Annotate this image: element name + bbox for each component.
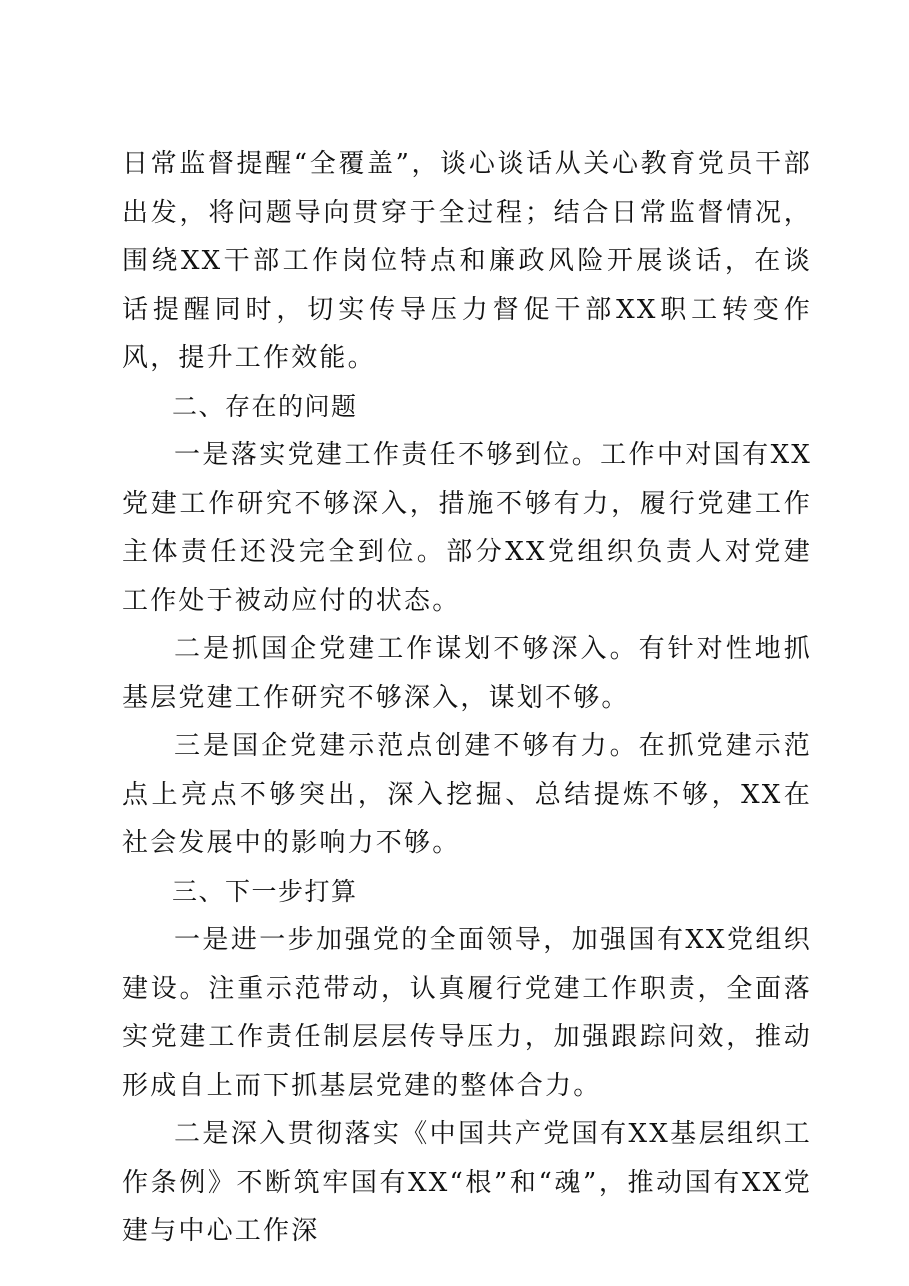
section-heading-next-steps: 三、下一步打算 xyxy=(172,876,358,906)
paragraph-problem-1: 一是落实党建工作责任不够到位。工作中对国有XX党建工作研究不够深入，措施不够有力，履行党建工作主体责任还没完全到位。部分XX党组织负责人对党建工作处于被动应付的状态。 xyxy=(122,440,812,616)
paragraph-supervision: 日常监督提醒“全覆盖”，谈心谈话从关心教育党员干部出发，将问题导向贯穿于全过程；结合日常监督情况，围绕XX干部工作岗位特点和廉政风险开展谈话，在谈话提醒同时，切实传导压力督促干部XX职工转变作风，提升工作效能。 xyxy=(122,149,812,373)
paragraph-plan-2: 二是深入贯彻落实《中国共产党国有XX基层组织工作条例》不断筑牢国有XX“根”和“魂”，推动国有XX党建与中心工作深 xyxy=(122,1119,812,1246)
section-heading-problems: 二、存在的问题 xyxy=(172,391,358,421)
paragraph-problem-3: 三是国企党建示范点创建不够有力。在抓党建示范点上亮点不够突出，深入挖掘、总结提炼不够，XX在社会发展中的影响力不够。 xyxy=(122,731,812,858)
paragraph-problem-2: 二是抓国企党建工作谋划不够深入。有针对性地抓基层党建工作研究不够深入，谋划不够。 xyxy=(122,634,812,713)
paragraph-plan-1: 一是进一步加强党的全面领导，加强国有XX党组织建设。注重示范带动，认真履行党建工作职责，全面落实党建工作责任制层层传导压力，加强跟踪问效，推动形成自上而下抓基层党建的整体合力。 xyxy=(122,925,812,1101)
document-body xyxy=(122,140,812,1256)
